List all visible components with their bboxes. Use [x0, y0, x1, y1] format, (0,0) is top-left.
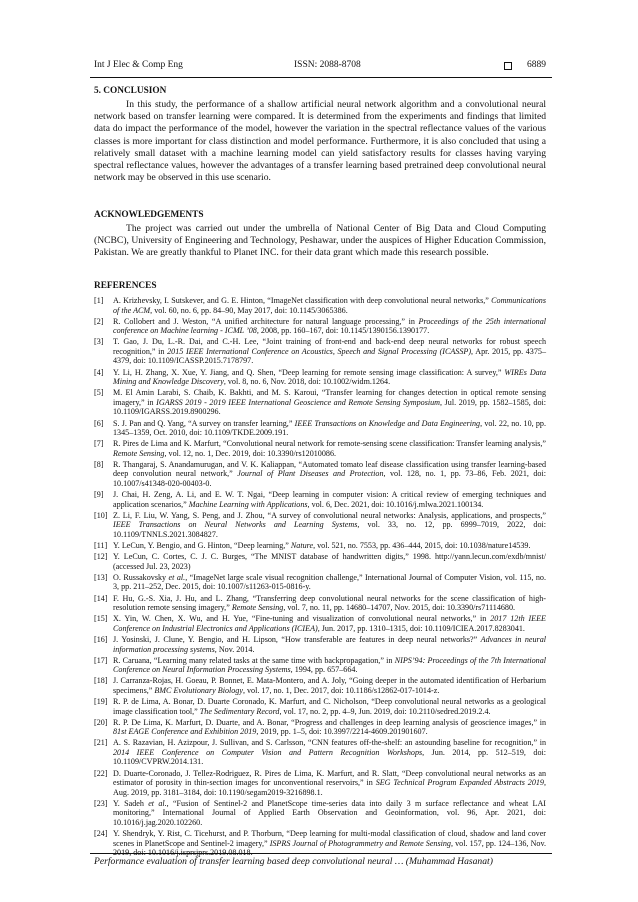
reference-number: [17] [94, 655, 108, 665]
reference-item [94, 511, 546, 540]
reference-authors-title: D. Duarte-Coronado, J. Tellez-Rodriguez, R. Pires de Lima, K. Marfurt, and R. Slatt, “Deep convolutional neural networks as an estimator of porosity in thin-section images for unconventional reservoirs,” in [113, 768, 546, 788]
reference-number: [6] [94, 418, 104, 428]
reference-details: , Jun. 2017, pp. 1310–1315, doi: 10.1109/ICIEA.2017.8283041. [317, 623, 525, 633]
checkbox-square-icon [504, 62, 512, 70]
reference-authors-title: J. Yosinski, J. Clune, Y. Bengio, and H. Lipson, “How transferable are features in deep neural networks?” [113, 634, 481, 644]
reference-item [94, 614, 546, 633]
reference-item [94, 317, 546, 336]
reference-number: [22] [94, 768, 108, 778]
reference-authors-title: M. El Amin Larabi, S. Chaib, K. Bakhti, and M. S. Karoui, “Transfer learning for changes detection in optical remote sensing imagery,” in [113, 388, 546, 407]
header-rule [90, 77, 552, 78]
reference-details: , vol. 8, no. 6, Nov. 2018, doi: 10.1002/widm.1264. [223, 377, 391, 387]
footer-rule [90, 853, 552, 854]
reference-number: [3] [94, 337, 104, 347]
reference-venue: NIPS’94: Proceedings of the 7th International Conference on Neural Information Processing Systems [113, 655, 546, 675]
reference-venue: Communications of the ACM [113, 296, 546, 315]
reference-details: , vol. 7, no. 11, pp. 14680–14707, Nov. 2015, doi: 10.3390/rs71114680. [283, 603, 516, 613]
reference-number: [19] [94, 697, 108, 707]
reference-venue: 2014 IEEE Conference on Computer Vision and Pattern Recognition Workshops [113, 747, 423, 757]
reference-venue: et al. [168, 572, 186, 582]
reference-authors-title: R. Thangaraj, S. Anandamurugan, and V. K. Kaliappan, “Automated tomato leaf disease classification using transfer learning-based deep convolution neural network,” [113, 459, 546, 479]
reference-item [94, 769, 546, 798]
reference-authors-title: R. Pires de Lima and K. Marfurt, “Convolutional neural network for remote-sensing scene classification: Transfer learning analysis,” [113, 439, 546, 449]
reference-number: [9] [94, 490, 104, 500]
reference-details: , 2008, pp. 160–167, doi: 10.1145/1390156.1390177. [256, 326, 430, 336]
page-number: 6889 [527, 60, 546, 70]
reference-item [94, 635, 546, 654]
reference-venue: Journal of Plant Diseases and Protection [237, 469, 384, 479]
reference-authors-title: O. Russakovsky [113, 572, 169, 582]
reference-details: , “Fusion of Sentinel-2 and PlanetScope time-series data into daily 3 m surface reflectance and wheat LAI monitoring,” International Journal of Applied Earth Observation and Geoinformation, vol. 96, Apr. 2021, doi: 10.1016/j.jag.2020.102260. [113, 798, 547, 827]
acknowledgements-heading: ACKNOWLEDGEMENTS [94, 210, 204, 220]
reference-venue: ISPRS Journal of Photogrammetry and Remote Sensing [269, 838, 451, 848]
reference-authors-title: J. Chai, H. Zeng, A. Li, and E. W. T. Ngai, “Deep learning in computer vision: A critical review of emerging techniques and application scenarios,” [113, 490, 546, 509]
reference-venue: Proceedings of the 25th international conference on Machine learning - ICML ’08 [113, 316, 546, 336]
reference-venue: SEG Technical Program Expanded Abstracts 2019 [375, 778, 544, 788]
conclusion-section [94, 86, 546, 184]
reference-number: [13] [94, 572, 108, 582]
reference-item [94, 337, 546, 366]
reference-details: , vol. 12, no. 1, Dec. 2019, doi: 10.3390/rs12010086. [164, 448, 337, 458]
reference-authors-title: Y. Li, H. Zhang, X. Xue, Y. Jiang, and Q. Shen, “Deep learning for remote sensing image classification: A survey,” [113, 367, 505, 377]
reference-details: , vol. 17, no. 2, pp. 4–9, Jun. 2019, doi: 10.2110/sedred.2019.2.4. [279, 706, 491, 716]
reference-item [94, 388, 546, 417]
reference-number: [15] [94, 614, 108, 624]
reference-details: , Jun. 2014, pp. 512–519, doi: 10.1109/CVPRW.2014.131. [113, 747, 546, 767]
reference-authors-title: J. Carranza-Rojas, H. Goeau, P. Bonnet, E. Mata-Montero, and A. Joly, “Going deeper in the automated identification of Herbarium specimens,” [113, 676, 546, 695]
reference-item [94, 368, 546, 387]
reference-details: , Jul. 2019, pp. 1582–1585, doi: 10.1109/IGARSS.2019.8900296. [113, 397, 546, 417]
running-footer: Performance evaluation of transfer learning based deep convolutional neural … (Muhammad Hasanat) [94, 856, 493, 867]
reference-details: , vol. 33, no. 12, pp. 6999–7019, 2022, doi: 10.1109/TNNLS.2021.3084827. [113, 520, 546, 539]
references-heading-wrap [94, 281, 546, 291]
reference-number: [21] [94, 738, 108, 748]
reference-number: [4] [94, 367, 104, 377]
reference-venue: 2017 12th IEEE Conference on Industrial Electronics and Applications (ICIEA) [113, 614, 547, 633]
reference-authors-title: Y. LeCun, C. Cortes, C. J. C. Burges, “The MNIST database of handwritten digits,” 1998. http://yann.lecun.com/exdb/mnist/ (accessed Jul. 23, 2023) [113, 552, 546, 571]
reference-details: , vol. 157, pp. 124–136, Nov. 2019, doi: 10.1016/j.isprsjprs.2019.08.018. [113, 838, 546, 858]
reference-number: [23] [94, 798, 108, 808]
running-header [94, 60, 546, 74]
reference-venue: Advances in neural information processing systems [113, 634, 546, 654]
reference-details: , “ImageNet large scale visual recognition challenge,” International Journal of Computer Vision, vol. 115, no. 3, pp. 211–252, Dec. 2015, doi: 10.1007/s11263-015-0816-y. [113, 572, 546, 592]
references-heading: REFERENCES [94, 281, 157, 291]
reference-number: [10] [94, 510, 108, 520]
reference-venue: Machine Learning with Applications [188, 499, 308, 509]
reference-authors-title: Y. Shendryk, Y. Rist, C. Ticehurst, and P. Thorburn, “Deep learning for multi-modal classification of cloud, shadow and land cover scenes in PlanetScope and Sentinel-2 imagery,” [113, 829, 546, 848]
reference-list [94, 296, 546, 859]
reference-authors-title: Z. Li, F. Liu, W. Yang, S. Peng, and J. Zhou, “A survey of convolutional neural networks: Analysis, applications, and prospects,” [113, 510, 546, 520]
reference-authors-title: F. Hu, G.-S. Xia, J. Hu, and L. Zhang, “Transferring deep convolutional neural networks for the scene classification of high-resolution remote sensing imagery,” [113, 593, 546, 613]
reference-venue: BMC Evolutionary Biology [154, 685, 243, 695]
reference-authors-title: Y. Sadeh [113, 798, 149, 808]
reference-authors-title: X. Yin, W. Chen, X. Wu, and H. Yue, “Fine-tuning and visualization of convolutional neural networks,” in [113, 614, 491, 624]
reference-details: , Apr. 2015, pp. 4375–4379, doi: 10.1109/ICASSP.2015.7178797. [113, 346, 546, 366]
reference-item [94, 656, 546, 675]
acknowledgements-section [94, 210, 546, 260]
reference-authors-title: R. Caruana, “Learning many related tasks at the same time with backpropagation,” in [113, 655, 395, 665]
reference-authors-title: A. Krizhevsky, I. Sutskever, and G. E. Hinton, “ImageNet classification with deep convolutional neural networks,” [113, 296, 492, 305]
reference-item [94, 697, 546, 716]
reference-number: [1] [94, 296, 104, 305]
reference-venue: 81st EAGE Conference and Exhibition 2019 [113, 727, 257, 737]
reference-details: , vol. 521, no. 7553, pp. 436–444, 2015, doi: 10.1038/nature14539. [313, 541, 531, 551]
reference-details: , vol. 17, no. 1, Dec. 2017, doi: 10.1186/s12862-017-1014-z. [242, 685, 440, 695]
reference-authors-title: A. S. Razavian, H. Azizpour, J. Sullivan, and S. Carlsson, “CNN features off-the-shelf: an astounding baseline for recognition,” in [113, 738, 546, 748]
reference-details: , vol. 22, no. 10, pp. 1345–1359, Oct. 2010, doi: 10.1109/TKDE.2009.191. [113, 418, 546, 438]
reference-authors-title: R. P. de Lima, A. Bonar, D. Duarte Coronado, K. Marfurt, and C. Nicholson, “Deep convolutional neural networks as a geological image classification tool,” [113, 697, 546, 716]
conclusion-heading: 5. CONCLUSION [94, 86, 167, 96]
reference-authors-title: R. P. De Lima, K. Marfurt, D. Duarte, and A. Bonar, “Progress and challenges in deep learning analysis of geoscience images,” in [113, 717, 546, 727]
reference-number: [16] [94, 634, 108, 644]
reference-details: , 2019, pp. 1–5, doi: 10.3997/2214-4609.201901607. [256, 727, 428, 737]
reference-venue: IEEE Transactions on Neural Networks and Learning Systems [113, 520, 358, 530]
reference-item [94, 573, 546, 592]
reference-item [94, 439, 546, 458]
journal-name: Int J Elec & Comp Eng [94, 60, 183, 70]
reference-number: [14] [94, 593, 108, 603]
reference-details: , 1994, pp. 657–664. [290, 665, 358, 675]
reference-item [94, 296, 546, 315]
reference-authors-title: T. Gao, J. Du, L.-R. Dai, and C.-H. Lee, “Joint training of front-end and back-end deep neural networks for robust speech recognition,” in [113, 337, 546, 356]
reference-number: [8] [94, 459, 104, 469]
reference-item [94, 419, 546, 438]
reference-number: [5] [94, 388, 104, 398]
reference-item [94, 490, 546, 509]
reference-authors-title: S. J. Pan and Q. Yang, “A survey on transfer learning,” [113, 418, 295, 428]
reference-venue: et al. [148, 798, 167, 808]
reference-number: [2] [94, 316, 104, 326]
reference-venue: IGARSS 2019 - 2019 IEEE International Geoscience and Remote Sensing Symposium [156, 397, 440, 407]
reference-number: [7] [94, 439, 104, 449]
reference-venue: 2015 IEEE International Conference on Acoustics, Speech and Signal Processing (ICASSP) [167, 346, 472, 356]
reference-authors-title: Y. LeCun, Y. Bengio, and G. Hinton, “Deep learning,” [113, 541, 291, 551]
reference-venue: Remote Sensing [231, 603, 284, 613]
reference-number: [12] [94, 552, 108, 562]
reference-details: , vol. 60, no. 6, pp. 84–90, May 2017, doi: 10.1145/3065386. [150, 305, 348, 315]
reference-details: , vol. 128, no. 1, pp. 73–86, Feb. 2021, doi: 10.1007/s41348-020-00403-0. [113, 469, 546, 488]
issn: ISSN: 2088-8708 [294, 60, 361, 70]
reference-venue: Nature [290, 541, 314, 551]
reference-item [94, 799, 546, 828]
reference-number: [11] [94, 541, 108, 551]
conclusion-paragraph: In this study, the performance of a shallow artificial neural network algorithm and a convolutional neural network based on transfer learning were compared. It is determined from the experiments and findings that limited data do impact the performance of the model, however the variation in the spectral reflectance values of the various classes is more important for class distinction and model performance. Furthermore, it is also concluded that using a relatively small dataset with a machine learning model can yield satisfactory results for classes having varying spectral reflectance values, however the advantages of a transfer learning based pretrained deep convolutional neural network may be observed in this use scenario. [94, 99, 546, 184]
reference-number: [18] [94, 676, 108, 686]
reference-venue: IEEE Transactions on Knowledge and Data Engineering [294, 418, 481, 428]
reference-item [94, 541, 546, 551]
reference-authors-title: R. Collobert and J. Weston, “A unified architecture for natural language processing,” in [113, 316, 419, 326]
reference-item [94, 552, 546, 571]
reference-venue: The Sedimentary Record [199, 706, 280, 716]
reference-venue: WIREs Data Mining and Knowledge Discovery [113, 367, 547, 387]
reference-item [94, 738, 546, 767]
reference-number: [20] [94, 717, 108, 727]
reference-details: , Nov. 2014. [214, 644, 255, 654]
reference-details: , Aug. 2019, pp. 3181–3184, doi: 10.1190/segam2019-3216898.1. [113, 778, 546, 797]
reference-item [94, 676, 546, 695]
reference-item [94, 594, 546, 613]
reference-venue: Remote Sensing [113, 448, 165, 458]
reference-item [94, 718, 546, 737]
reference-details: , vol. 6, Dec. 2021, doi: 10.1016/j.mlwa.2021.100134. [307, 499, 484, 509]
reference-item [94, 460, 546, 489]
acknowledgements-paragraph: The project was carried out under the umbrella of National Center of Big Data and Cloud Computing (NCBC), University of Engineering and Technology, Peshawar, under the auspices of Higher Education Commission, Pakistan. We are greatly thankful to Planet INC. for their data grant which made this research possible. [94, 223, 546, 259]
reference-number: [24] [94, 829, 108, 839]
